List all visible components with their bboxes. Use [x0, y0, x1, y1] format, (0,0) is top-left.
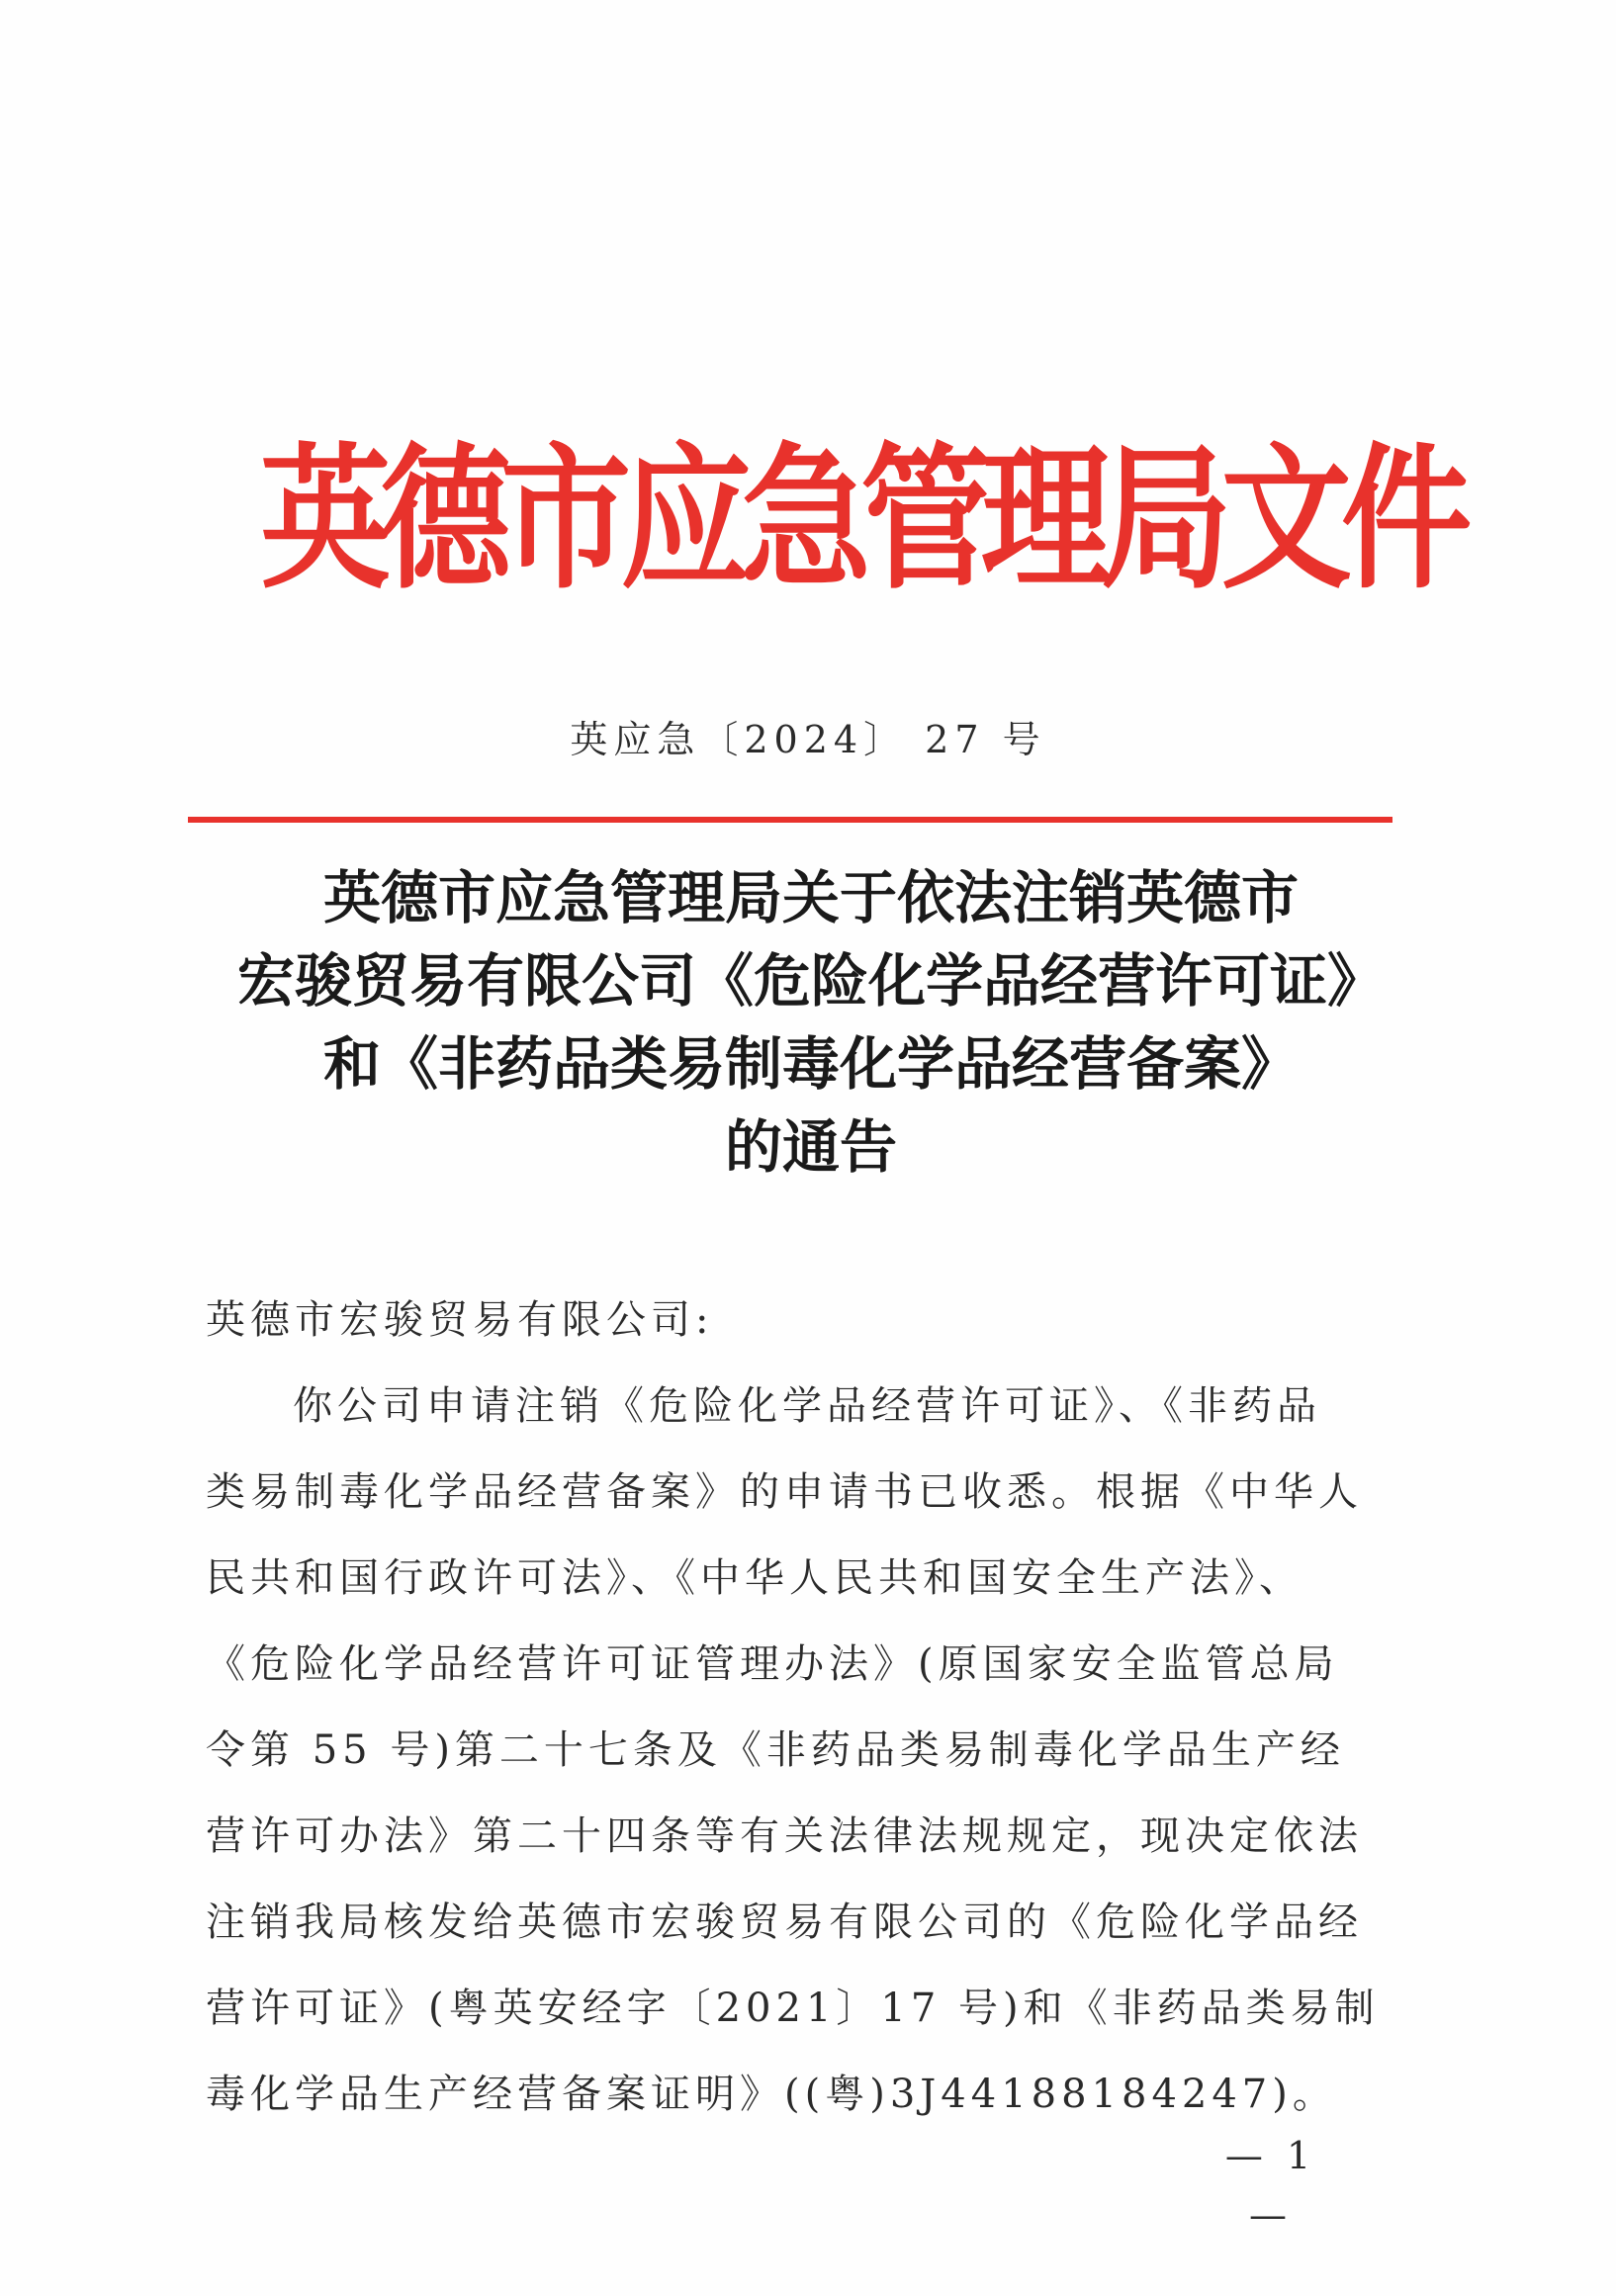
title-line: 的通告 — [724, 1113, 897, 1181]
title-line: 英德市应急管理局关于依法注销英德市 — [322, 864, 1299, 931]
body-line: 类易制毒化学品经营备案》的申请书已收悉。根据《中华人 — [206, 1469, 1363, 1515]
title-line: 和《非药品类易制毒化学品经营备案》 — [322, 1030, 1299, 1098]
salutation: 英德市宏骏贸易有限公司: — [206, 1297, 714, 1343]
body-line: 令第 55 号)第二十七条及《非药品类易制毒化学品生产经 — [206, 1727, 1345, 1773]
body-line: 民共和国行政许可法》、《中华人民共和国安全生产法》、 — [206, 1555, 1303, 1601]
body-line: 营许可办法》第二十四条等有关法律法规规定，现决定依法 — [206, 1813, 1363, 1859]
notice-body — [206, 1278, 1380, 2138]
body-line: 毒化学品生产经营备案证明》((粤)3J44188184247)。 — [206, 2072, 1337, 2117]
masthead-title: 英德市应急管理局文件 — [260, 427, 1462, 611]
document-number: 英应急〔2024〕 27 号 — [570, 718, 1046, 761]
body-line: 注销我局核发给英德市宏骏贸易有限公司的《危险化学品经 — [206, 1899, 1363, 1945]
page-number: — 1 — — [1224, 2134, 1317, 2237]
body-line: 《危险化学品经营许可证管理办法》(原国家安全监管总局 — [206, 1641, 1339, 1687]
notice-title — [198, 856, 1424, 1189]
red-divider — [188, 817, 1392, 823]
body-line: 营许可证》(粤英安经字〔2021〕17 号)和《非药品类易制 — [206, 1986, 1380, 2031]
body-line: 你公司申请注销《危险化学品经营许可证》、《非药品 — [293, 1383, 1321, 1429]
title-line: 宏骏贸易有限公司《危险化学品经营许可证》 — [236, 947, 1385, 1015]
